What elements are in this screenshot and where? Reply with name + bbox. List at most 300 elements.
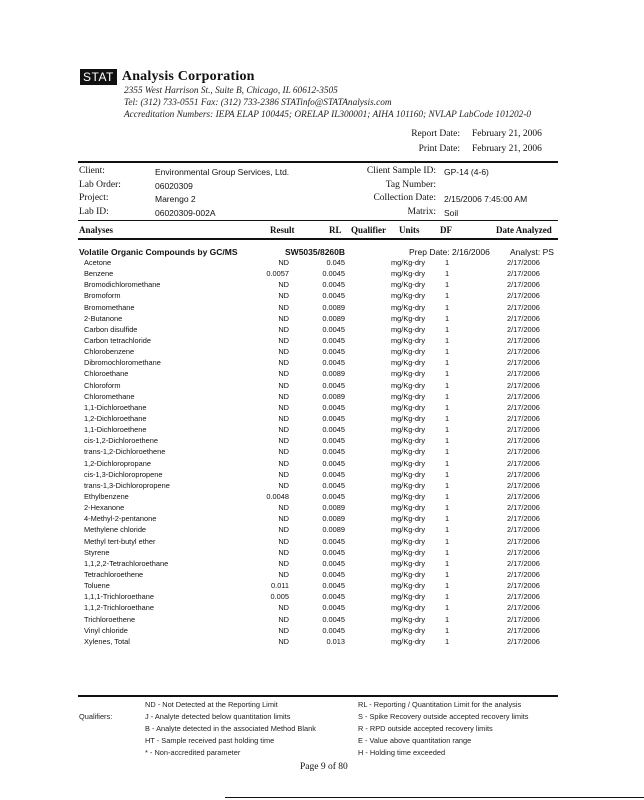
divider (78, 238, 558, 240)
reporting-limit: 0.0045 (322, 335, 345, 345)
company-address: 2355 West Harrison St., Suite B, Chicago, IL 60612-3505 (124, 86, 338, 96)
dilution-factor: 1 (445, 269, 450, 279)
dilution-factor: 1 (445, 503, 450, 513)
project-value: Marengo 2 (155, 194, 196, 204)
units: mg/Kg-dry (391, 625, 426, 635)
date-analyzed: 2/17/2006 (507, 347, 540, 357)
result-value: ND (278, 313, 289, 323)
units: mg/Kg-dry (391, 335, 426, 345)
dilution-factor: 1 (445, 447, 450, 457)
collection-date-value: 2/15/2006 7:45:00 AM (444, 194, 528, 204)
reporting-limit: 0.0045 (322, 480, 345, 490)
result-value: ND (278, 347, 289, 357)
table-row (0, 313, 644, 324)
reporting-limit: 0.0045 (322, 614, 345, 624)
analyte-name: Chloromethane (84, 391, 135, 401)
units: mg/Kg-dry (391, 447, 426, 457)
analyte-name: Toluene (84, 581, 110, 591)
result-value: ND (278, 413, 289, 423)
qualifier-s: S - Spike Recovery outside accepted recovery limits (358, 712, 529, 721)
analyte-name: Benzene (84, 269, 114, 279)
result-value: ND (278, 436, 289, 446)
analyte-name: cis-1,2-Dichloroethene (84, 436, 158, 446)
dilution-factor: 1 (445, 313, 450, 323)
result-value: ND (278, 302, 289, 312)
table-row (0, 558, 644, 569)
date-analyzed: 2/17/2006 (507, 380, 540, 390)
analyte-name: 4-Methyl-2-pentanone (84, 514, 157, 524)
dilution-factor: 1 (445, 458, 450, 468)
table-row (0, 446, 644, 457)
units: mg/Kg-dry (391, 491, 426, 501)
result-value: ND (278, 335, 289, 345)
units: mg/Kg-dry (391, 536, 426, 546)
result-value: ND (278, 291, 289, 301)
project-label: Project: (79, 193, 109, 203)
units: mg/Kg-dry (391, 469, 426, 479)
reporting-limit: 0.013 (326, 636, 345, 646)
lab-order-label: Lab Order: (79, 180, 121, 190)
analyte-name: Bromodichloromethane (84, 280, 161, 290)
analyte-name: 1,2-Dichloropropane (84, 458, 151, 468)
date-analyzed: 2/17/2006 (507, 291, 540, 301)
result-value: ND (278, 603, 289, 613)
dilution-factor: 1 (445, 380, 450, 390)
analyte-name: Methyl tert-butyl ether (84, 536, 156, 546)
dilution-factor: 1 (445, 480, 450, 490)
table-row (0, 636, 644, 647)
table-row (0, 346, 644, 357)
date-analyzed: 2/17/2006 (507, 636, 540, 646)
divider (78, 695, 558, 697)
table-row (0, 413, 644, 424)
analyte-name: Dibromochloromethane (84, 358, 161, 368)
dilution-factor: 1 (445, 369, 450, 379)
reporting-limit: 0.0045 (322, 569, 345, 579)
reporting-limit: 0.0045 (322, 413, 345, 423)
client-sample-id-value: GP-14 (4-6) (444, 167, 489, 177)
qualifier-j: J - Analyte detected below quantitation limits (145, 712, 291, 721)
analyte-name: Chloroform (84, 380, 121, 390)
analyte-name: 1,1-Dichloroethane (84, 402, 147, 412)
report-date-value: February 21, 2006 (472, 129, 542, 139)
dilution-factor: 1 (445, 358, 450, 368)
analyte-name: 1,1,2,2-Tetrachloroethane (84, 558, 169, 568)
reporting-limit: 0.0089 (322, 391, 345, 401)
print-date-value: February 21, 2006 (472, 144, 542, 154)
reporting-limit: 0.0089 (322, 302, 345, 312)
dilution-factor: 1 (445, 335, 450, 345)
column-header-result: Result (270, 225, 295, 235)
analyte-name: Ethylbenzene (84, 491, 129, 501)
table-row (0, 491, 644, 502)
reporting-limit: 0.0045 (322, 291, 345, 301)
units: mg/Kg-dry (391, 347, 426, 357)
reporting-limit: 0.0045 (322, 625, 345, 635)
dilution-factor: 1 (445, 469, 450, 479)
reporting-limit: 0.0045 (322, 269, 345, 279)
date-analyzed: 2/17/2006 (507, 569, 540, 579)
dilution-factor: 1 (445, 603, 450, 613)
result-value: ND (278, 425, 289, 435)
table-row (0, 580, 644, 591)
date-analyzed: 2/17/2006 (507, 491, 540, 501)
reporting-limit: 0.0045 (322, 280, 345, 290)
analyte-name: 2-Hexanone (84, 503, 125, 513)
result-value: 0.005 (270, 592, 289, 602)
qualifier-star: * - Non-accredited parameter (145, 748, 241, 757)
date-analyzed: 2/17/2006 (507, 514, 540, 524)
date-analyzed: 2/17/2006 (507, 358, 540, 368)
table-row (0, 368, 644, 379)
units: mg/Kg-dry (391, 480, 426, 490)
dilution-factor: 1 (445, 402, 450, 412)
result-value: ND (278, 547, 289, 557)
result-value: ND (278, 636, 289, 646)
dilution-factor: 1 (445, 592, 450, 602)
dilution-factor: 1 (445, 347, 450, 357)
table-row (0, 502, 644, 513)
qualifier-nd: ND - Not Detected at the Reporting Limit (145, 700, 278, 709)
matrix-value: Soil (444, 208, 459, 218)
reporting-limit: 0.0045 (322, 603, 345, 613)
reporting-limit: 0.0045 (322, 347, 345, 357)
result-value: ND (278, 469, 289, 479)
table-row (0, 536, 644, 547)
reporting-limit: 0.0045 (322, 380, 345, 390)
units: mg/Kg-dry (391, 636, 426, 646)
analyte-name: Bromomethane (84, 302, 135, 312)
date-analyzed: 2/17/2006 (507, 469, 540, 479)
tag-number-label: Tag Number: (385, 180, 436, 190)
analyte-name: 1,1-Dichloroethene (84, 425, 147, 435)
analyte-name: cis-1,3-Dichloropropene (84, 469, 163, 479)
reporting-limit: 0.0045 (322, 469, 345, 479)
reporting-limit: 0.0089 (322, 503, 345, 513)
results-table (0, 257, 644, 647)
dilution-factor: 1 (445, 525, 450, 535)
dilution-factor: 1 (445, 291, 450, 301)
dilution-factor: 1 (445, 558, 450, 568)
section-analyst: Analyst: PS (510, 247, 554, 257)
dilution-factor: 1 (445, 491, 450, 501)
column-header-df: DF (440, 225, 452, 235)
result-value: ND (278, 391, 289, 401)
qualifiers-label: Qualifiers: (79, 712, 113, 721)
client-sample-id-label: Client Sample ID: (366, 166, 436, 176)
column-header-analyses: Analyses (79, 225, 114, 235)
dilution-factor: 1 (445, 547, 450, 557)
table-row (0, 380, 644, 391)
reporting-limit: 0.0045 (322, 436, 345, 446)
section-method: SW5035/8260B (285, 247, 346, 257)
analyte-name: 1,1,1-Trichloroethane (84, 592, 154, 602)
table-row (0, 290, 644, 301)
reporting-limit: 0.0089 (322, 369, 345, 379)
print-date-label: Print Date: (418, 144, 460, 154)
date-analyzed: 2/17/2006 (507, 258, 540, 267)
reporting-limit: 0.0045 (322, 581, 345, 591)
result-value: ND (278, 402, 289, 412)
dilution-factor: 1 (445, 324, 450, 334)
table-row (0, 614, 644, 625)
table-row (0, 547, 644, 558)
analyte-name: Bromoform (84, 291, 121, 301)
result-value: 0.011 (271, 581, 289, 591)
qualifier-ht: HT - Sample received past holding time (145, 736, 275, 745)
table-row (0, 591, 644, 602)
qualifier-e: E - Value above quantitation range (358, 736, 472, 745)
analyte-name: Methylene chloride (84, 525, 147, 535)
stat-logo: STAT (80, 69, 117, 85)
result-value: ND (278, 514, 289, 524)
analyte-name: Styrene (84, 547, 110, 557)
date-analyzed: 2/17/2006 (507, 425, 540, 435)
units: mg/Kg-dry (391, 380, 426, 390)
date-analyzed: 2/17/2006 (507, 302, 540, 312)
column-header-rl: RL (329, 225, 342, 235)
date-analyzed: 2/17/2006 (507, 614, 540, 624)
analyte-name: Chlorobenzene (84, 347, 135, 357)
reporting-limit: 0.0045 (322, 425, 345, 435)
dilution-factor: 1 (445, 302, 450, 312)
date-analyzed: 2/17/2006 (507, 525, 540, 535)
reporting-limit: 0.0045 (322, 558, 345, 568)
table-row (0, 402, 644, 413)
table-row (0, 268, 644, 279)
date-analyzed: 2/17/2006 (507, 335, 540, 345)
date-analyzed: 2/17/2006 (507, 536, 540, 546)
date-analyzed: 2/17/2006 (507, 391, 540, 401)
units: mg/Kg-dry (391, 369, 426, 379)
table-row (0, 257, 644, 268)
date-analyzed: 2/17/2006 (507, 592, 540, 602)
section-title: Volatile Organic Compounds by GC/MS (79, 247, 238, 257)
dilution-factor: 1 (445, 636, 450, 646)
analyte-name: 2-Butanone (84, 313, 123, 323)
units: mg/Kg-dry (391, 458, 426, 468)
date-analyzed: 2/17/2006 (507, 547, 540, 557)
analyte-name: trans-1,2-Dichloroethene (84, 447, 166, 457)
report-date (380, 129, 542, 139)
result-value: ND (278, 458, 289, 468)
table-row (0, 324, 644, 335)
units: mg/Kg-dry (391, 269, 426, 279)
units: mg/Kg-dry (391, 547, 426, 557)
result-value: 0.0057 (266, 269, 289, 279)
units: mg/Kg-dry (391, 280, 426, 290)
client-label: Client: (79, 166, 105, 176)
analyte-name: Xylenes, Total (84, 636, 130, 646)
date-analyzed: 2/17/2006 (507, 558, 540, 568)
analyte-name: Tetrachloroethene (84, 569, 144, 579)
table-row (0, 335, 644, 346)
dilution-factor: 1 (445, 536, 450, 546)
analyte-name: Trichloroethene (84, 614, 136, 624)
dilution-factor: 1 (445, 391, 450, 401)
units: mg/Kg-dry (391, 402, 426, 412)
table-row (0, 458, 644, 469)
date-analyzed: 2/17/2006 (507, 447, 540, 457)
table-row (0, 424, 644, 435)
result-value: ND (278, 380, 289, 390)
date-analyzed: 2/17/2006 (507, 503, 540, 513)
units: mg/Kg-dry (391, 525, 426, 535)
column-header-date-analyzed: Date Analyzed (496, 225, 552, 235)
date-analyzed: 2/17/2006 (507, 313, 540, 323)
analyte-name: Carbon tetrachloride (84, 335, 151, 345)
units: mg/Kg-dry (391, 592, 426, 602)
table-row (0, 357, 644, 368)
reporting-limit: 0.0045 (322, 447, 345, 457)
units: mg/Kg-dry (391, 425, 426, 435)
collection-date-label: Collection Date: (373, 193, 436, 203)
reporting-limit: 0.0045 (322, 458, 345, 468)
reporting-limit: 0.045 (326, 258, 345, 267)
units: mg/Kg-dry (391, 313, 426, 323)
dilution-factor: 1 (445, 413, 450, 423)
accreditation-numbers: Accreditation Numbers: IEPA ELAP 100445; ORELAP IL300001; AIHA 101160; NVLAP LabCode 101202-0 (124, 110, 532, 120)
units: mg/Kg-dry (391, 569, 426, 579)
lab-id-label: Lab ID: (79, 207, 109, 217)
table-row (0, 602, 644, 613)
reporting-limit: 0.0045 (322, 592, 345, 602)
table-row (0, 469, 644, 480)
result-value: ND (278, 480, 289, 490)
dilution-factor: 1 (445, 258, 450, 267)
date-analyzed: 2/17/2006 (507, 402, 540, 412)
table-row (0, 302, 644, 313)
dilution-factor: 1 (445, 581, 450, 591)
column-header-units: Units (399, 225, 420, 235)
analyte-name: trans-1,3-Dichloropropene (84, 480, 170, 490)
page-number: Page 9 of 80 (300, 762, 348, 772)
reporting-limit: 0.0045 (322, 324, 345, 334)
date-analyzed: 2/17/2006 (507, 625, 540, 635)
table-row (0, 435, 644, 446)
divider (78, 220, 558, 221)
table-row (0, 569, 644, 580)
date-analyzed: 2/17/2006 (507, 480, 540, 490)
units: mg/Kg-dry (391, 514, 426, 524)
result-value: ND (278, 558, 289, 568)
qualifier-h: H - Holding time exceeded (358, 748, 446, 757)
result-value: 0.0048 (266, 491, 289, 501)
result-value: ND (278, 569, 289, 579)
result-value: ND (278, 625, 289, 635)
units: mg/Kg-dry (391, 291, 426, 301)
reporting-limit: 0.0045 (322, 402, 345, 412)
reporting-limit: 0.0045 (322, 358, 345, 368)
dilution-factor: 1 (445, 514, 450, 524)
dilution-factor: 1 (445, 625, 450, 635)
units: mg/Kg-dry (391, 614, 426, 624)
units: mg/Kg-dry (391, 391, 426, 401)
print-date (380, 144, 542, 154)
analyte-name: Acetone (84, 258, 112, 267)
company-contact: Tel: (312) 733-0551 Fax: (312) 733-2386 STATinfo@STATAnalysis.com (124, 98, 392, 108)
analyte-name: Vinyl chloride (84, 625, 128, 635)
analyte-name: Chloroethane (84, 369, 129, 379)
dilution-factor: 1 (445, 614, 450, 624)
date-analyzed: 2/17/2006 (507, 458, 540, 468)
divider (78, 161, 558, 163)
units: mg/Kg-dry (391, 258, 426, 267)
table-row (0, 391, 644, 402)
qualifier-r: R - RPD outside accepted recovery limits (358, 724, 493, 733)
result-value: ND (278, 614, 289, 624)
dilution-factor: 1 (445, 425, 450, 435)
analyte-name: 1,1,2-Trichloroethane (84, 603, 154, 613)
units: mg/Kg-dry (391, 413, 426, 423)
date-analyzed: 2/17/2006 (507, 280, 540, 290)
result-value: ND (278, 324, 289, 334)
date-analyzed: 2/17/2006 (507, 581, 540, 591)
reporting-limit: 0.0045 (322, 547, 345, 557)
result-value: ND (278, 447, 289, 457)
result-value: ND (278, 503, 289, 513)
table-row (0, 279, 644, 290)
units: mg/Kg-dry (391, 358, 426, 368)
table-row (0, 513, 644, 524)
table-row (0, 480, 644, 491)
report-date-label: Report Date: (411, 129, 460, 139)
units: mg/Kg-dry (391, 603, 426, 613)
letterhead (80, 69, 255, 85)
table-row (0, 524, 644, 535)
dilution-factor: 1 (445, 436, 450, 446)
bottom-rule (225, 797, 644, 798)
reporting-limit: 0.0089 (322, 514, 345, 524)
lab-order-value: 06020309 (155, 181, 193, 191)
units: mg/Kg-dry (391, 503, 426, 513)
units: mg/Kg-dry (391, 302, 426, 312)
reporting-limit: 0.0045 (322, 491, 345, 501)
dilution-factor: 1 (445, 280, 450, 290)
result-value: ND (278, 280, 289, 290)
dilution-factor: 1 (445, 569, 450, 579)
result-value: ND (278, 258, 289, 267)
client-value: Environmental Group Services, Ltd. (155, 167, 290, 177)
lab-id-value: 06020309-002A (155, 208, 216, 218)
date-analyzed: 2/17/2006 (507, 369, 540, 379)
analyte-name: Carbon disulfide (84, 324, 138, 334)
date-analyzed: 2/17/2006 (507, 436, 540, 446)
units: mg/Kg-dry (391, 581, 426, 591)
units: mg/Kg-dry (391, 324, 426, 334)
date-analyzed: 2/17/2006 (507, 603, 540, 613)
reporting-limit: 0.0089 (322, 313, 345, 323)
result-value: ND (278, 536, 289, 546)
reporting-limit: 0.0045 (322, 536, 345, 546)
date-analyzed: 2/17/2006 (507, 269, 540, 279)
reporting-limit: 0.0089 (322, 525, 345, 535)
date-analyzed: 2/17/2006 (507, 324, 540, 334)
units: mg/Kg-dry (391, 558, 426, 568)
column-header-qualifier: Qualifier (351, 225, 386, 235)
units: mg/Kg-dry (391, 436, 426, 446)
result-value: ND (278, 525, 289, 535)
company-name: Analysis Corporation (121, 69, 255, 84)
qualifier-b: B - Analyte detected in the associated Method Blank (145, 724, 316, 733)
section-prep-date: Prep Date: 2/16/2006 (409, 247, 490, 257)
matrix-label: Matrix: (407, 207, 436, 217)
date-analyzed: 2/17/2006 (507, 413, 540, 423)
analyte-name: 1,2-Dichloroethane (84, 413, 147, 423)
table-row (0, 625, 644, 636)
result-value: ND (278, 369, 289, 379)
qualifier-rl: RL - Reporting / Quantitation Limit for the analysis (358, 700, 522, 709)
